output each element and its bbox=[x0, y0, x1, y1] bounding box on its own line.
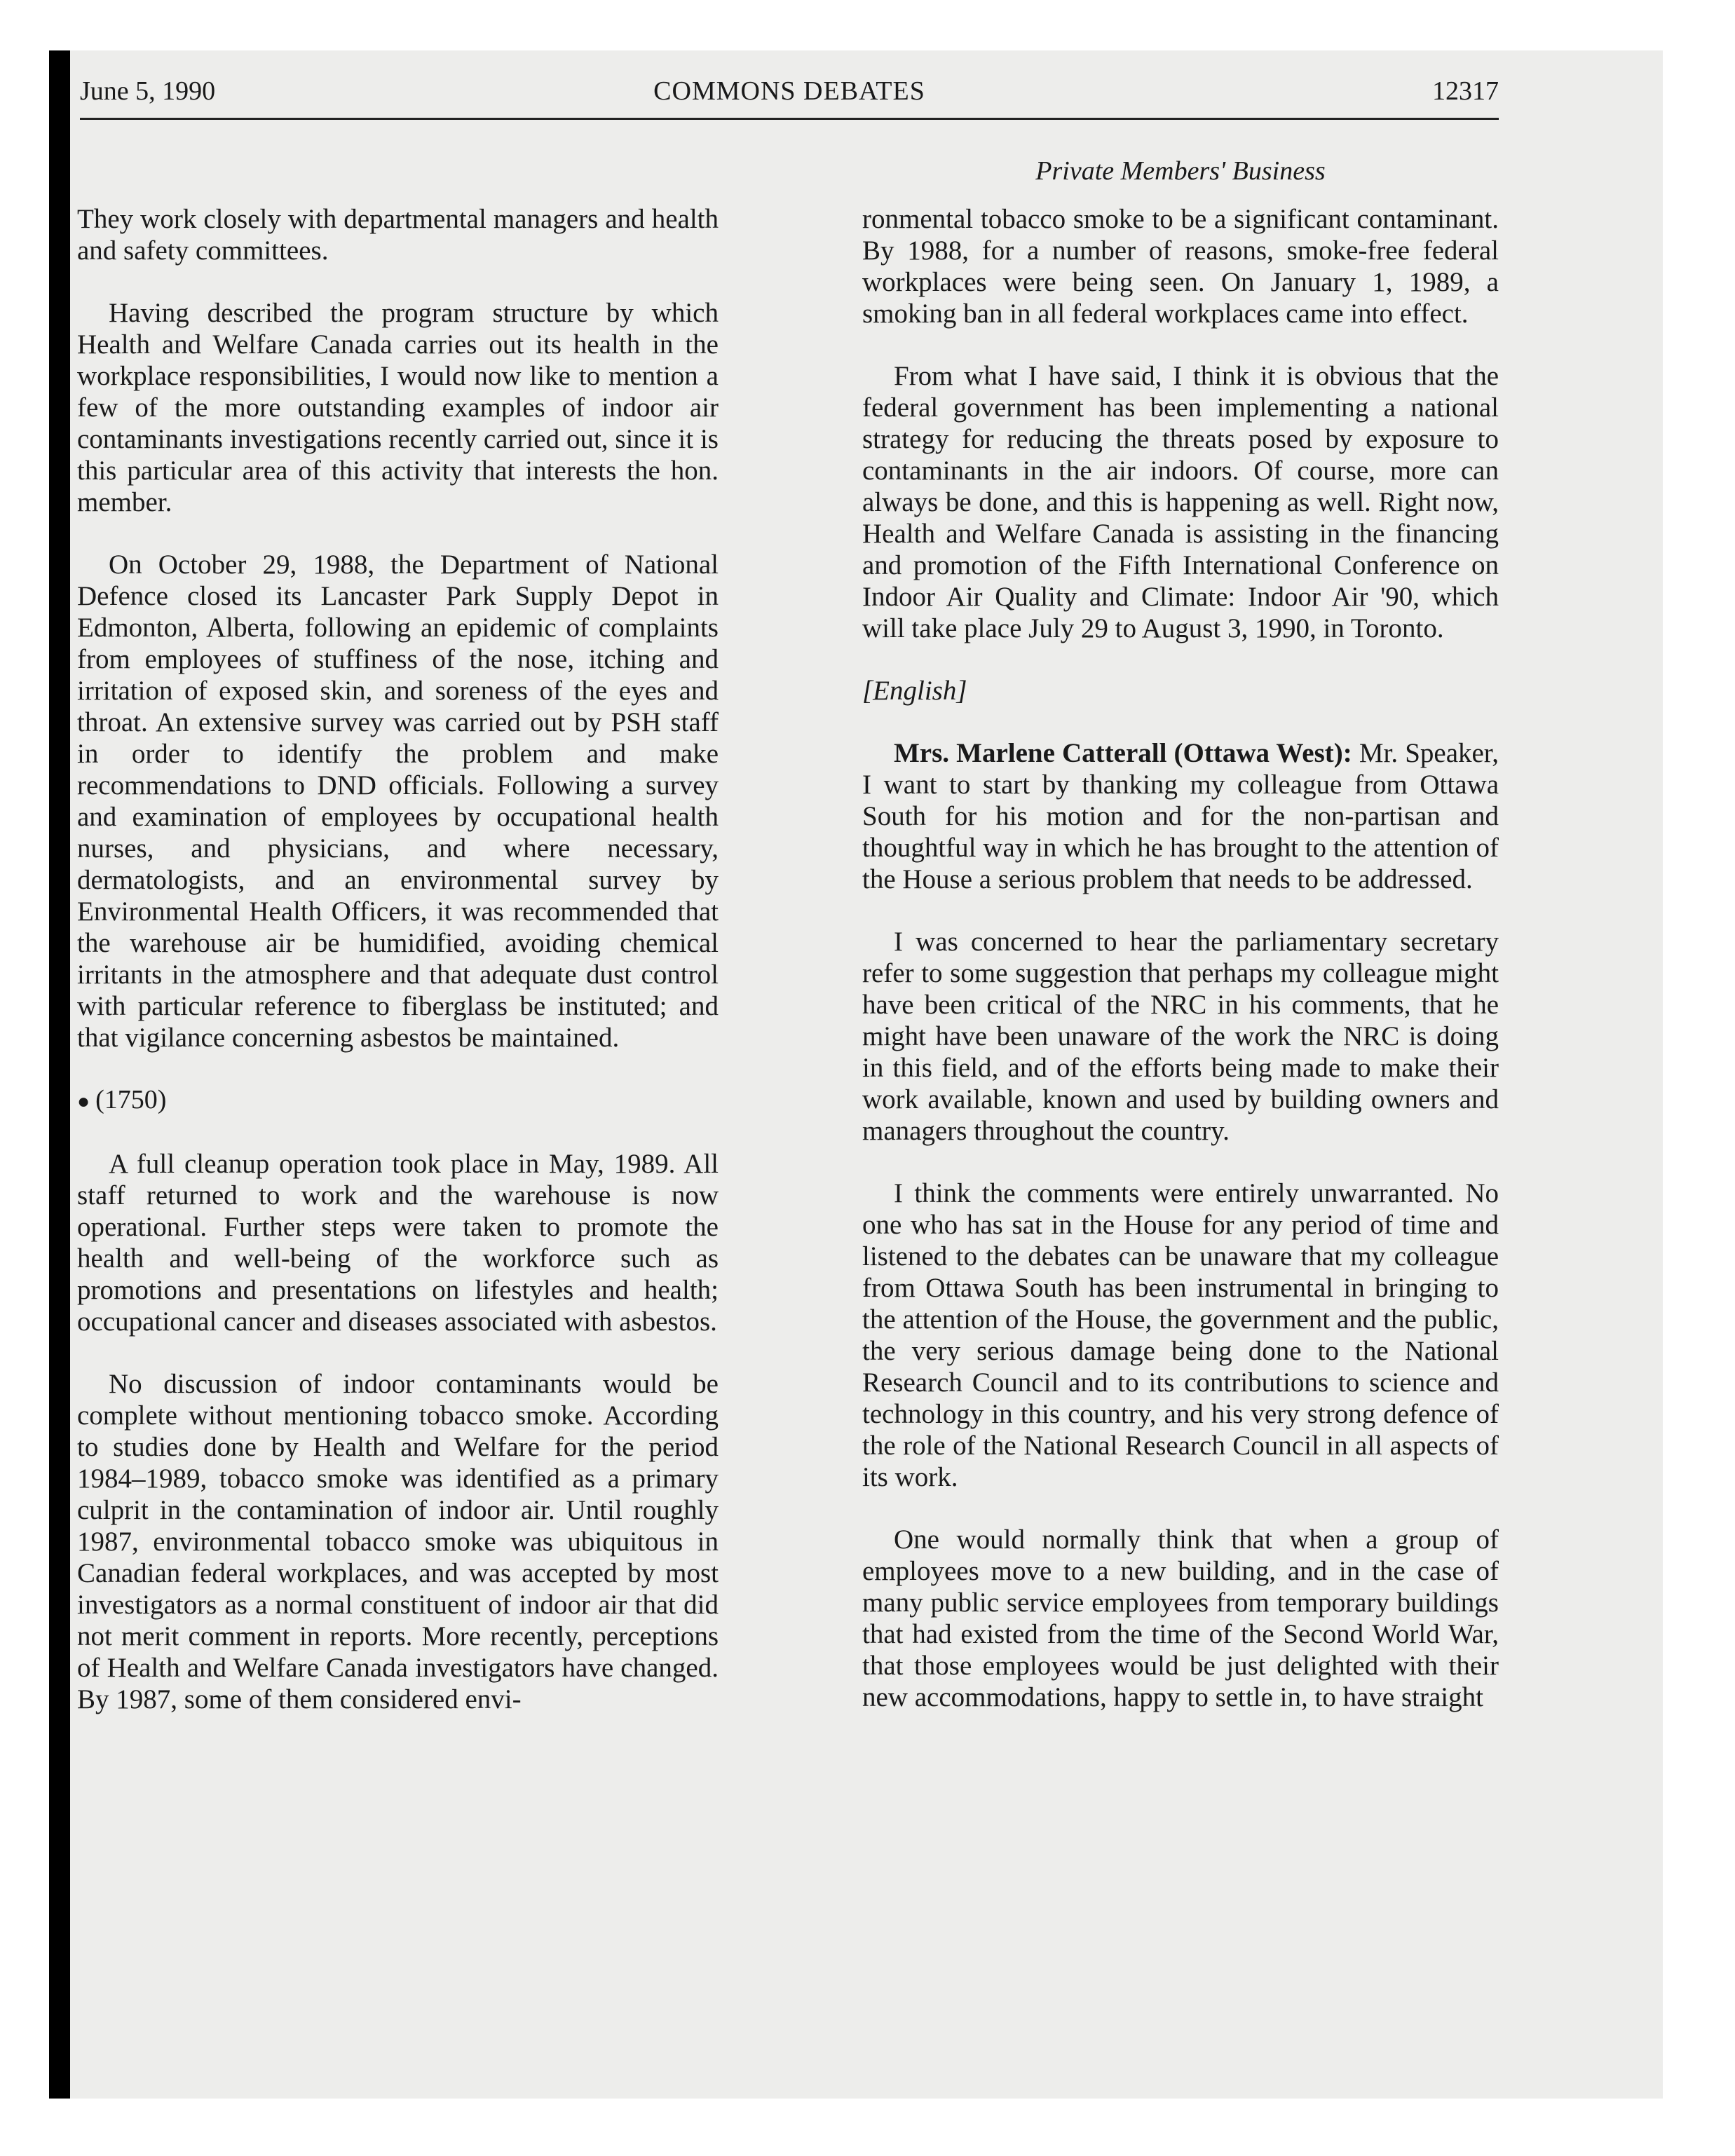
scan-border bbox=[49, 50, 70, 2099]
header-rule bbox=[80, 118, 1499, 120]
paragraph: From what I have said, I think it is obvious that the federal government has been implementing a national strategy for reducing the threats posed by exposure to contaminants in the air indoors. Of course, more can always be done, and this is happening as well. Right now, Health and Welfare Canada is assisting in the financing and promotion of the Fifth International Conference on Indoor Air Quality and Climate: Indoor Air '90, which will take place July 29 to August 3, 1990, in Toronto. bbox=[862, 361, 1499, 643]
paragraph: Having described the program structure by which Health and Welfare Canada carries out its health in the workplace responsibilities, I would now like to mention a few of the more outstanding examples of indoor air contaminants investigations recently carried out, since it is this particular area of this activity that interests the hon. member. bbox=[77, 298, 719, 517]
right-column bbox=[862, 203, 1499, 1744]
speaker-paragraph bbox=[862, 737, 1499, 895]
paragraph: They work closely with departmental managers and health and safety committees. bbox=[77, 204, 719, 266]
section-title: Private Members' Business bbox=[1035, 156, 1326, 186]
header-title: COMMONS DEBATES bbox=[653, 76, 925, 106]
time-tag-text: (1750) bbox=[95, 1085, 167, 1114]
paragraph: I was concerned to hear the parliamentary secretary refer to some suggestion that perhaps my colleague might have been critical of the NRC in his comments, that he might have been unaware of the work the NRC is doing in this field, and of the efforts being made to make their work available, known and used by building owners and managers throughout the country. bbox=[862, 927, 1499, 1146]
header-date: June 5, 1990 bbox=[80, 76, 216, 106]
page-header bbox=[80, 76, 1499, 118]
header-page-number: 12317 bbox=[1432, 76, 1499, 106]
speaker-text: Mr. Speaker, I want to start by thanking my colleague from Ottawa South for his motion and for the non-partisan and thoughtful way in which he has brought to the attention of the House a serious problem that needs to be addressed. bbox=[862, 738, 1499, 894]
paragraph: One would normally think that when a group of employees move to a new building, and in the case of many public service employees from temporary buildings that had existed from the time of the Second World War, that those employees would be just delighted with their new accommodations, happy to settle in, to have straight bbox=[862, 1524, 1499, 1712]
paragraph: No discussion of indoor contaminants would be complete without mentioning tobacco smoke. According to studies done by Health and Welfare for the period 1984–1989, tobacco smoke was identified as a primary culprit in the contamination of indoor air. Until roughly 1987, environmental tobacco smoke was ubiquitous in Canadian federal workplaces, and was accepted by most investigators as a normal constituent of indoor air that did not merit comment in reports. More recently, perceptions of Health and Welfare Canada investigators have changed. By 1987, some of them considered envi- bbox=[77, 1369, 719, 1714]
speaker-name: Mrs. Marlene Catterall (Ottawa West): bbox=[894, 738, 1352, 768]
time-tag bbox=[77, 1084, 719, 1117]
paragraph: On October 29, 1988, the Department of National Defence closed its Lancaster Park Supply Depot in Edmonton, Alberta, following an epidemic of complaints from employees of stuffiness of the nose, itching and irritation of exposed skin, and soreness of the eyes and throat. An extensive survey was carried out by PSH staff in order to identify the problem and make recommendations to DND officials. Following a survey and examination of employees by occupational health nurses, and physicians, and where necessary, dermatologists, and an environmental survey by Environmental Health Officers, it was recommended that the warehouse air be humidified, avoiding chemical irritants in the atmosphere and that adequate dust control with particular reference to fiberglass be instituted; and that vigilance concerning asbestos be maintained. bbox=[77, 550, 719, 1053]
paragraph: ronmental tobacco smoke to be a significant contaminant. By 1988, for a number of reasons, smoke-free federal workplaces were being seen. On January 1, 1989, a smoking ban in all federal workplaces came into effect. bbox=[862, 204, 1499, 329]
language-tag: [English] bbox=[862, 676, 967, 706]
paragraph: A full cleanup operation took place in May, 1989. All staff returned to work and the warehouse is now operational. Further steps were taken to promote the health and well-being of the workforce such as promotions and presentations on lifestyles and health; occupational cancer and diseases associated with asbestos. bbox=[77, 1149, 719, 1337]
bullet-icon: ● bbox=[77, 1090, 90, 1113]
left-column bbox=[77, 203, 719, 1746]
paragraph: I think the comments were entirely unwarranted. No one who has sat in the House for any period of time and listened to the debates can be unaware that my colleague from Ottawa South has been instrumental in bringing to the attention of the House, the government and the public, the very serious damage being done to the National Research Council and to its contributions to science and technology in this country, and his very strong defence of the role of the National Research Council in all aspects of its work. bbox=[862, 1178, 1499, 1492]
